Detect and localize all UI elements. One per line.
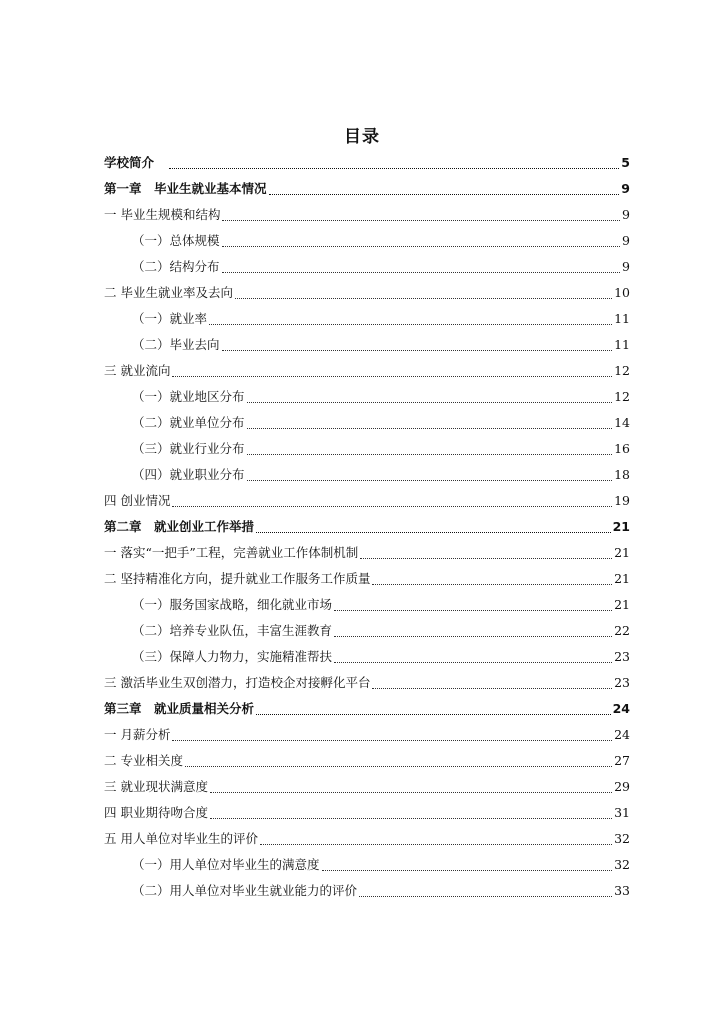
dot-leader (222, 245, 621, 247)
toc-entry-label: 三 就业流向 (104, 363, 171, 378)
toc-entry-page-number: 18 (614, 467, 630, 482)
toc-entry[interactable] (104, 150, 630, 176)
dot-leader (210, 817, 612, 819)
toc-entry-label: （二）就业单位分布 (132, 415, 245, 430)
dot-leader (322, 869, 613, 871)
dot-leader (210, 791, 612, 793)
toc-entry[interactable] (104, 254, 630, 280)
toc-entry-page-number: 22 (614, 623, 630, 638)
toc-entry[interactable] (104, 306, 630, 332)
toc-entry-label: 一 月薪分析 (104, 727, 171, 742)
toc-entry-label: （二）毕业去向 (132, 337, 220, 352)
toc-entry[interactable] (104, 696, 630, 722)
dot-leader (172, 505, 612, 507)
dot-leader (222, 219, 620, 221)
toc-entry-label: 第一章 毕业生就业基本情况 (104, 181, 267, 196)
toc-entry-page-number: 31 (614, 805, 630, 820)
toc-entry[interactable] (104, 566, 630, 592)
toc-entry-label: （二）培养专业队伍，丰富生涯教育 (132, 623, 333, 638)
toc-entry[interactable] (104, 826, 630, 852)
toc-entry[interactable] (104, 280, 630, 306)
toc-entry-page-number: 14 (614, 415, 630, 430)
toc-entry-label: （四）就业职业分布 (132, 467, 245, 482)
dot-leader (372, 687, 612, 689)
toc-entry-label: （一）服务国家战略，细化就业市场 (132, 597, 333, 612)
dot-leader (360, 557, 612, 559)
toc-entry-page-number: 10 (614, 285, 630, 300)
toc-entry[interactable] (104, 202, 630, 228)
toc-entry-label: 二 坚持精准化方向，提升就业工作服务工作质量 (104, 571, 371, 586)
toc-entry[interactable] (104, 644, 630, 670)
toc-entry[interactable] (104, 410, 630, 436)
dot-leader (222, 271, 621, 273)
toc-entry[interactable] (104, 852, 630, 878)
toc-entry[interactable] (104, 436, 630, 462)
toc-entry-label: （三）就业行业分布 (132, 441, 245, 456)
toc-entry[interactable] (104, 670, 630, 696)
toc-entry-page-number: 29 (614, 779, 630, 794)
toc-entry-page-number: 24 (612, 701, 630, 716)
dot-leader (222, 349, 613, 351)
dot-leader (260, 843, 612, 845)
dot-leader (372, 583, 612, 585)
toc-entry[interactable] (104, 176, 630, 202)
toc-entry-label: （一）就业地区分布 (132, 389, 245, 404)
dot-leader (334, 635, 612, 637)
toc-entry-page-number: 11 (614, 311, 630, 326)
toc-entry-label: （二）结构分布 (132, 259, 220, 274)
toc-entry-page-number: 12 (614, 389, 630, 404)
dot-leader (247, 427, 613, 429)
dot-leader (172, 739, 612, 741)
dot-leader (247, 453, 613, 455)
toc-entry[interactable] (104, 332, 630, 358)
toc-entry-label: （三）保障人力物力，实施精准帮扶 (132, 649, 333, 664)
toc-entry[interactable] (104, 722, 630, 748)
toc-entry-label: （二）用人单位对毕业生就业能力的评价 (132, 883, 358, 898)
toc-entry-label: 四 创业情况 (104, 493, 171, 508)
dot-leader (169, 167, 620, 169)
toc-entry-label: （一）用人单位对毕业生的满意度 (132, 857, 320, 872)
toc-entry-page-number: 21 (614, 597, 630, 612)
toc-entry-page-number: 19 (614, 493, 630, 508)
toc-entry-page-number: 21 (612, 519, 630, 534)
dot-leader (359, 895, 612, 897)
toc-entry-page-number: 24 (614, 727, 630, 742)
toc-entry[interactable] (104, 462, 630, 488)
toc-entry-label: （一）总体规模 (132, 233, 220, 248)
toc-entry-label: 四 职业期待吻合度 (104, 805, 208, 820)
toc-entry-label: 二 毕业生就业率及去向 (104, 285, 233, 300)
toc-entry-page-number: 9 (621, 181, 630, 196)
toc-entry-page-number: 23 (614, 675, 630, 690)
toc-entry-page-number: 9 (622, 259, 630, 274)
toc-entry-page-number: 9 (622, 233, 630, 248)
toc-entry-page-number: 9 (622, 207, 630, 222)
toc-entry-label: 学校简介 (104, 155, 167, 170)
toc-entry-label: 一 毕业生规模和结构 (104, 207, 221, 222)
toc-entry[interactable] (104, 748, 630, 774)
dot-leader (269, 193, 620, 195)
dot-leader (172, 375, 612, 377)
toc-entry[interactable] (104, 540, 630, 566)
toc-entry[interactable] (104, 228, 630, 254)
toc-entry-page-number: 21 (614, 571, 630, 586)
toc-entry-page-number: 21 (614, 545, 630, 560)
toc-entry-label: （一）就业率 (132, 311, 208, 326)
dot-leader (185, 765, 612, 767)
dot-leader (334, 661, 612, 663)
toc-entry[interactable] (104, 514, 630, 540)
dot-leader (247, 479, 613, 481)
toc-entry-page-number: 23 (614, 649, 630, 664)
toc-entry[interactable] (104, 878, 630, 904)
toc-entry-label: 三 激活毕业生双创潜力，打造校企对接孵化平台 (104, 675, 371, 690)
toc-entry-label: 第三章 就业质量相关分析 (104, 701, 255, 716)
toc-entry-page-number: 32 (614, 857, 630, 872)
toc-entry[interactable] (104, 774, 630, 800)
toc-entry[interactable] (104, 800, 630, 826)
dot-leader (334, 609, 612, 611)
toc-entry-page-number: 5 (621, 155, 630, 170)
toc-entry-page-number: 12 (614, 363, 630, 378)
toc-entry-page-number: 32 (614, 831, 630, 846)
toc-entry[interactable] (104, 358, 630, 384)
dot-leader (247, 401, 613, 403)
toc-entry-page-number: 16 (614, 441, 630, 456)
toc-entry[interactable] (104, 384, 630, 410)
toc-entry-label: 三 就业现状满意度 (104, 779, 208, 794)
toc-entry-label: 第二章 就业创业工作举措 (104, 519, 255, 534)
toc-title: 目录 (344, 127, 380, 147)
dot-leader (235, 297, 612, 299)
dot-leader (209, 323, 612, 325)
toc-entry-page-number: 27 (614, 753, 630, 768)
toc-entry[interactable] (104, 618, 630, 644)
toc-entry[interactable] (104, 592, 630, 618)
toc-entry-label: 一 落实“一把手”工程，完善就业工作体制机制 (104, 545, 359, 560)
table-of-contents (104, 150, 630, 904)
toc-entry-page-number: 11 (614, 337, 630, 352)
toc-entry-label: 二 专业相关度 (104, 753, 183, 768)
dot-leader (256, 531, 611, 533)
dot-leader (256, 713, 611, 715)
toc-entry[interactable] (104, 488, 630, 514)
toc-entry-page-number: 33 (614, 883, 630, 898)
toc-entry-label: 五 用人单位对毕业生的评价 (104, 831, 258, 846)
